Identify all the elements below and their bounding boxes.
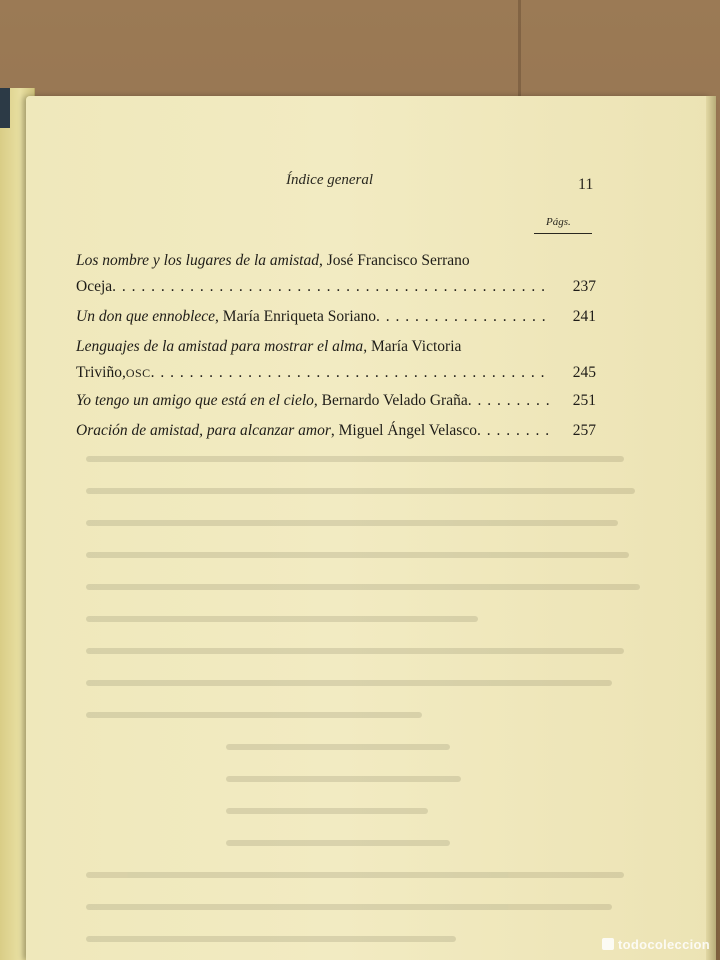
toc-entry-title: Yo tengo un amigo que está en el cielo [76, 392, 314, 409]
toc-entry[interactable] [76, 248, 596, 300]
book-spine [0, 88, 10, 128]
running-head: Índice general [286, 172, 374, 188]
toc-entry-title: Oración de amistad, para alcanzar amor [76, 422, 331, 439]
leader-dots [151, 360, 550, 386]
toc-entry-author: Oceja [76, 278, 113, 295]
leader-dots [376, 304, 550, 330]
leader-dots [477, 418, 550, 444]
pags-label: Págs. [546, 216, 571, 228]
toc-entry-author: , María Enriqueta Soriano [215, 308, 377, 325]
toc-entry-line [76, 418, 596, 444]
toc-entry-page: 251 [572, 392, 596, 409]
watermark-logo-icon [602, 938, 614, 950]
toc-entry[interactable] [76, 388, 596, 414]
toc-entry-line [76, 360, 596, 386]
book-page [26, 96, 716, 960]
toc-entry-author: , José Francisco Serrano [318, 252, 470, 269]
toc-entry-page: 257 [572, 422, 596, 439]
page-number: 11 [578, 176, 594, 193]
toc-entry-suffix: OSC [125, 366, 151, 380]
toc-entry-author: Triviño, [76, 364, 126, 381]
toc-entry-line [76, 334, 596, 360]
toc-entry-title: Lenguajes de la amistad para mostrar el alma [76, 338, 364, 355]
toc-entry-title: Un don que ennoblece [76, 308, 216, 325]
leader-dots [112, 274, 550, 300]
toc-entry-line [76, 248, 596, 274]
toc-entry-title: Los nombre y los lugares de la amistad [76, 252, 319, 269]
toc-entry-line [76, 388, 596, 414]
leader-dots [468, 388, 550, 414]
toc-entry-page: 245 [572, 364, 596, 381]
watermark-text: todocoleccion [617, 937, 710, 952]
toc-entry-page: 237 [572, 278, 596, 295]
toc-entry-page: 241 [572, 308, 596, 325]
tile-seam [518, 0, 521, 110]
toc-entry[interactable] [76, 334, 596, 386]
toc-entry[interactable] [76, 418, 596, 444]
toc-entry-author: , María Victoria [363, 338, 462, 355]
toc-entry-author: , Miguel Ángel Velasco [330, 422, 477, 439]
toc-entry[interactable] [76, 304, 596, 330]
toc-entry-line [76, 274, 596, 300]
page-edge [706, 96, 716, 960]
watermark [602, 937, 710, 952]
toc-entry-line [76, 304, 596, 330]
pags-rule [534, 233, 592, 234]
toc-entry-author: , Bernardo Velado Graña [313, 392, 468, 409]
bleed-through-text [86, 456, 646, 936]
